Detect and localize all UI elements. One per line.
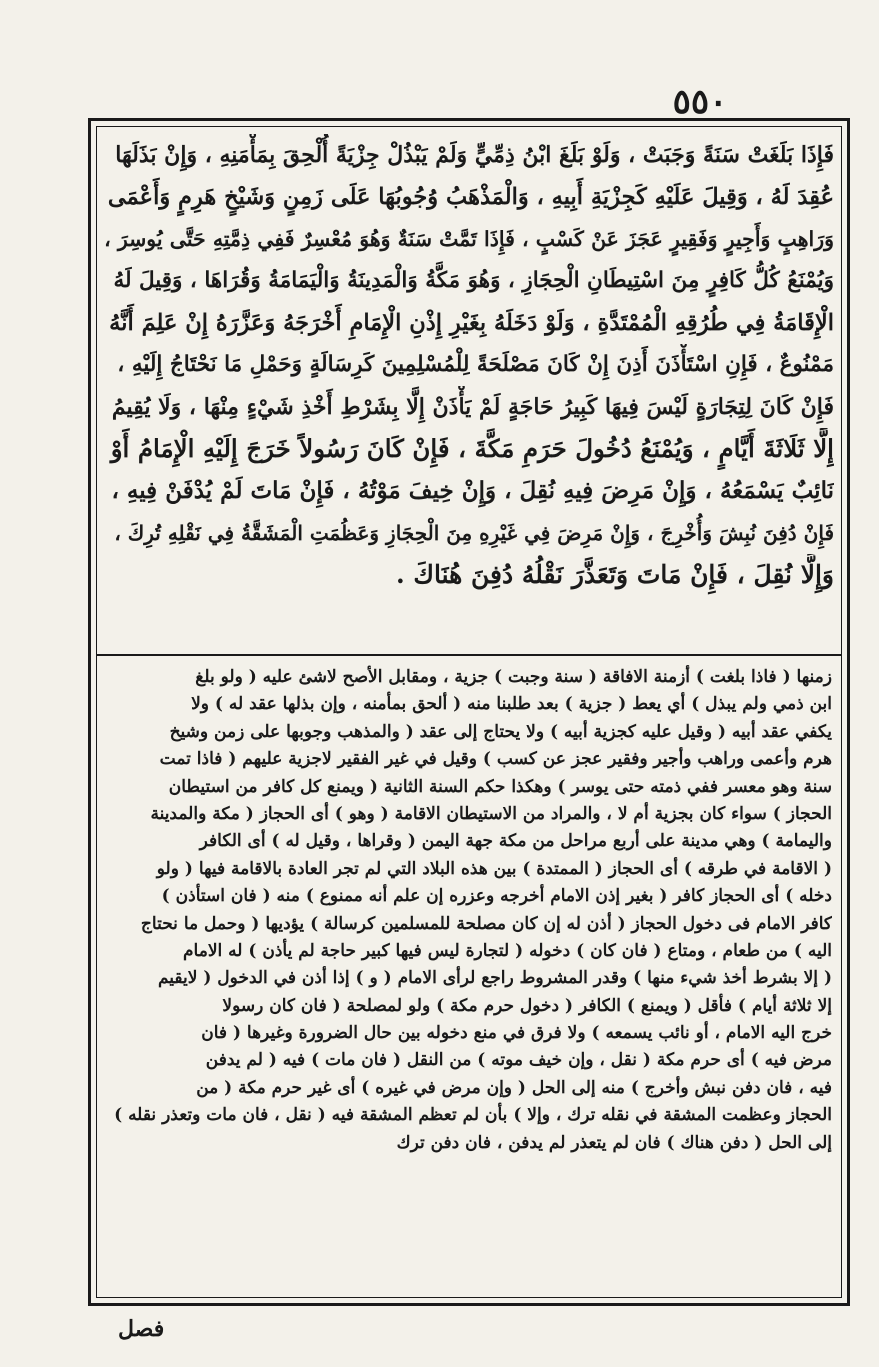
commentary-block bbox=[106, 664, 832, 1292]
commentary-line: فيه ، فان دفن نبش وأخرج ) منه إلى الحل ( وإن مرض في غيره ) أى غير حرم مكة ( من bbox=[196, 1077, 832, 1098]
main-text-line: عُقِدَ لَهُ ، وَقِيلَ عَلَيْهِ كَجِزْيَةِ أَبِيهِ ، وَالْمَذْهَبُ وُجُوبُهَا عَلَى زَمِنٍ وَشَيْخٍ هَرِمٍ وَأَعْمَى bbox=[107, 184, 834, 210]
commentary-line: دخله ) أى الحجاز كافر ( بغير إذن الامام أخرجه وعزره إن علم أنه ممنوع ) منه ( فان استأذن ) bbox=[161, 886, 832, 907]
main-text-line: وَإِلَّا نُقِلَ ، فَإِنْ مَاتَ وَتَعَذَّرَ نَقْلُهُ دُفِنَ هُنَاكَ . bbox=[395, 560, 834, 589]
commentary-line: إلى الحل ( دفن هناك ) فان لم يتعذر لم يدفن ، فان دفن ترك bbox=[396, 1132, 832, 1153]
catchword: فصل bbox=[118, 1316, 165, 1342]
commentary-line: يكفي عقد أبيه ( وقيل عليه كجزية أبيه ) ولا يحتاج إلى عقد ( والمذهب وجوبها على زمن وشيخ bbox=[169, 721, 832, 742]
commentary-line: هرم وأعمى وراهب وأجير وفقير عجز عن كسب ) وقيل في غير الفقير لاجزية عليهم ( فاذا تمت bbox=[159, 749, 832, 770]
main-text-line: مَمْنُوعٌ ، فَإِنِ اسْتَأْذَنَ أَذِنَ إِنْ كَانَ مَصْلَحَةً لِلْمُسْلِمِينَ كَرِسَالَةٍ وَحَمْلِ مَا نَحْتَاجُ إِلَيْهِ ، bbox=[117, 352, 834, 377]
commentary-line: إلا ثلاثة أيام ) فأقل ( ويمنع ) الكافر ( دخول حرم مكة ) ولو لمصلحة ( فان كان رسولا bbox=[222, 995, 832, 1016]
section-divider bbox=[96, 654, 842, 656]
commentary-line: مرض فيه ) أى حرم مكة ( نقل ، وإن خيف موته ) من النقل ( فان مات ) فيه ( لم يدفن bbox=[205, 1050, 832, 1071]
main-text-line: إِلَّا ثَلَاثَةَ أَيَّامٍ ، وَيُمْنَعُ دُخُولَ حَرَمِ مَكَّةَ ، فَإِنْ كَانَ رَسُولاً خَرَجَ إِلَيْهِ الْإِمَامُ أَوْ bbox=[110, 434, 834, 463]
commentary-line: سنة وهو معسر ففي ذمته حتى يوسر ) وهكذا حكم السنة الثانية ( ويمنع كل كافر من استيطان bbox=[168, 776, 832, 797]
main-text-line: فَإِنْ دُفِنَ نُبِشَ وَأُخْرِجَ ، وَإِنْ مَرِضَ فِي غَيْرِهِ مِنَ الْحِجَازِ وَعَظُمَتِ الْمَشَقَّةُ فِي نَقْلِهِ تُرِكَ ، bbox=[114, 521, 834, 545]
commentary-line: ( إلا بشرط أخذ شيء منها ) وقدر المشروط راجع لرأى الامام ( و ) إذا أذن في الدخول ( لايقيم bbox=[157, 968, 832, 989]
main-text-line: فَإِذَا بَلَغَتْ سَنَةً وَجَبَتْ ، وَلَوْ بَلَغَ ابْنُ ذِمِّيٍّ وَلَمْ يَبْذُلْ جِزْيَةً أُلْحِقَ بِمَأْمَنِهِ ، وَإِنْ بَذَلَهَا bbox=[115, 142, 834, 168]
main-text-line: نَائِبٌ يَسْمَعُهُ ، وَإِنْ مَرِضَ فِيهِ نُقِلَ ، وَإِنْ خِيفَ مَوْتُهُ ، فَإِنْ مَاتَ لَمْ يُدْفَنْ فِيهِ ، bbox=[111, 477, 834, 504]
commentary-line: اليه ) من طعام ، ومتاع ( فان كان ) دخوله ( لتجارة ليس فيها كبير حاجة لم يأذن ) له الامام bbox=[183, 940, 832, 961]
commentary-line: ( الاقامة في طرقه ) أى الحجاز ( الممتدة ) بين هذه البلاد التي لم تجر العادة بالاقامة فيها ( ولو bbox=[156, 858, 832, 879]
main-text-line: وَيُمْنَعُ كُلُّ كَافِرٍ مِنَ اسْتِيطَانِ الْحِجَازِ ، وَهُوَ مَكَّةُ وَالْمَدِينَةُ وَالْيَمَامَةُ وَقُرَاهَا ، وَقِيلَ لَهُ bbox=[113, 268, 834, 293]
commentary-line: الحجاز ) سواء كان بجزية أم لا ، والمراد من الاستيطان الاقامة ( وهو ) أى الحجاز ( مكة والمدينة bbox=[150, 803, 832, 824]
commentary-line: ابن ذمي ولم يبذل ) أي يعط ( جزية ) بعد طلبنا منه ( ألحق بمأمنه ، وإن بذلها عقد له ) ولا bbox=[191, 694, 832, 715]
commentary-line: الحجاز وعظمت المشقة في نقله ترك ، وإلا ) بأن لم تعظم المشقة فيه ( نقل ، فان مات وتعذر نقله ) bbox=[114, 1105, 832, 1126]
commentary-line: كافر الامام فى دخول الحجاز ( أذن له إن كان مصلحة للمسلمين كرسالة ) يؤديها ( وحمل ما نحتاج bbox=[140, 913, 832, 934]
commentary-line: خرج اليه الامام ، أو نائب يسمعه ) ولا فرق في منع دخوله بين حال الضرورة وغيرها ( فان bbox=[201, 1023, 832, 1044]
main-text-line: فَإِنْ كَانَ لِتِجَارَةٍ لَيْسَ فِيهَا كَبِيرُ حَاجَةٍ لَمْ يَأْذَنْ إِلَّا بِشَرْطِ أَخْذِ شَيْءٍ مِنْهَا ، وَلَا يُقِيمُ bbox=[111, 394, 834, 420]
commentary-line: واليمامة ) وهي مدينة على أربع مراحل من مكة جهة اليمن ( وقراها ، وقيل له ) أى الكافر bbox=[199, 831, 832, 852]
main-text-line: الْإِقَامَةُ فِي طُرُقِهِ الْمُمْتَدَّةِ ، وَلَوْ دَخَلَهُ بِغَيْرِ إِذْنِ الْإِمَامِ أَخْرَجَهُ وَعَزَّرَهُ إِنْ عَلِمَ أَنَّهُ bbox=[109, 310, 834, 336]
main-text-line: وَرَاهِبٍ وَأَجِيرٍ وَفَقِيرٍ عَجَزَ عَنْ كَسْبٍ ، فَإِذَا تَمَّتْ سَنَةٌ وَهُوَ مُعْسِرٌ فَفِي ذِمَّتِهِ حَتَّى يُوسِرَ ، bbox=[104, 227, 834, 251]
main-text-block bbox=[104, 134, 834, 642]
commentary-line: زمنها ( فاذا بلغت ) أزمنة الافاقة ( سنة وجبت ) جزية ، ومقابل الأصح لاشئ عليه ( ولو بلغ bbox=[195, 667, 832, 687]
page-number: ٥٥٠ bbox=[672, 82, 728, 122]
